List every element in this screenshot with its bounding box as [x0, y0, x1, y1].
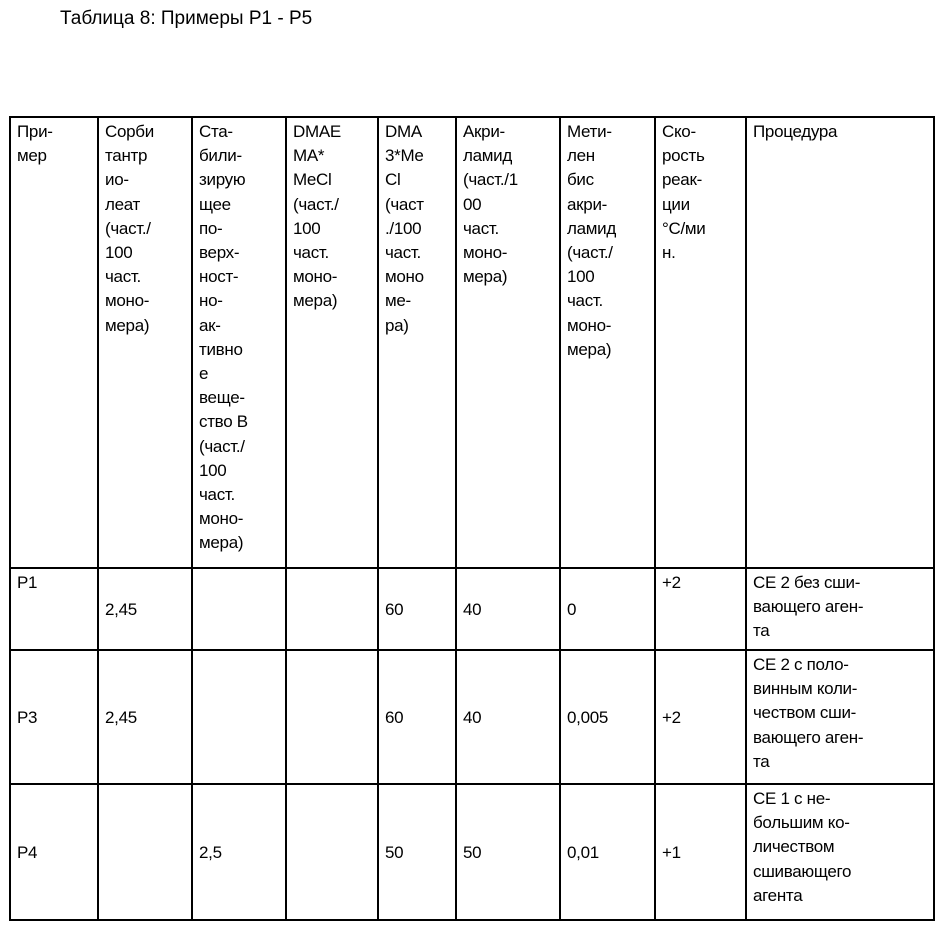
- cell-example: P1: [10, 568, 98, 650]
- cell-reaction-rate: +2: [655, 650, 746, 784]
- header-cell-methylene-bisacrylamide: Мети- лен бис акри- ламид (част./ 100 част. моно- мера): [560, 117, 655, 568]
- cell-reaction-rate: +1: [655, 784, 746, 920]
- header-cell-procedure: Процедура: [746, 117, 934, 568]
- cell-dma3: 60: [378, 650, 456, 784]
- header-row: [10, 117, 934, 568]
- cell-dma3: 60: [378, 568, 456, 650]
- cell-stabilizing-surfactant: [192, 568, 286, 650]
- header-cell-acrylamide: Акри- ламид (част./1 00 част. моно- мера): [456, 117, 560, 568]
- cell-sorbitan-oleate: 2,45: [98, 568, 192, 650]
- cell-sorbitan-oleate: [98, 784, 192, 920]
- table-row: [10, 650, 934, 784]
- cell-reaction-rate: +2: [655, 568, 746, 650]
- cell-methylene-bisacrylamide: 0: [560, 568, 655, 650]
- table-row: [10, 568, 934, 650]
- cell-stabilizing-surfactant: 2,5: [192, 784, 286, 920]
- header-cell-example: При- мер: [10, 117, 98, 568]
- examples-table: [9, 116, 935, 921]
- cell-procedure: СЕ 2 без сши- вающего аген- та: [746, 568, 934, 650]
- table-caption: Таблица 8: Примеры P1 - P5: [60, 8, 312, 30]
- cell-procedure: СЕ 1 с не- большим ко- личеством сшивающего агента: [746, 784, 934, 920]
- cell-example: P4: [10, 784, 98, 920]
- cell-dmaema: [286, 784, 378, 920]
- header-cell-reaction-rate: Ско- рость реак- ции °С/ми н.: [655, 117, 746, 568]
- cell-dmaema: [286, 650, 378, 784]
- cell-sorbitan-oleate: 2,45: [98, 650, 192, 784]
- cell-methylene-bisacrylamide: 0,01: [560, 784, 655, 920]
- cell-acrylamide: 40: [456, 568, 560, 650]
- cell-methylene-bisacrylamide: 0,005: [560, 650, 655, 784]
- cell-dma3: 50: [378, 784, 456, 920]
- cell-stabilizing-surfactant: [192, 650, 286, 784]
- cell-procedure: СЕ 2 с поло- винным коли- чеством сши- вающего аген- та: [746, 650, 934, 784]
- cell-example: P3: [10, 650, 98, 784]
- table-row: [10, 784, 934, 920]
- header-cell-sorbitan-oleate: Сорби тантр ио- леат (част./ 100 част. моно- мера): [98, 117, 192, 568]
- header-cell-stabilizing-surfactant: Ста- били- зирую щее по- верх- ност- но- ак- тивно е веще- ство В (част./ 100 част. моно- мера): [192, 117, 286, 568]
- header-cell-dma3: DMA 3*Me Cl (част ./100 част. моно ме- ра): [378, 117, 456, 568]
- cell-acrylamide: 40: [456, 650, 560, 784]
- cell-acrylamide: 50: [456, 784, 560, 920]
- header-cell-dmaema: DMAE MA* MeCl (част./ 100 част. моно- мера): [286, 117, 378, 568]
- cell-dmaema: [286, 568, 378, 650]
